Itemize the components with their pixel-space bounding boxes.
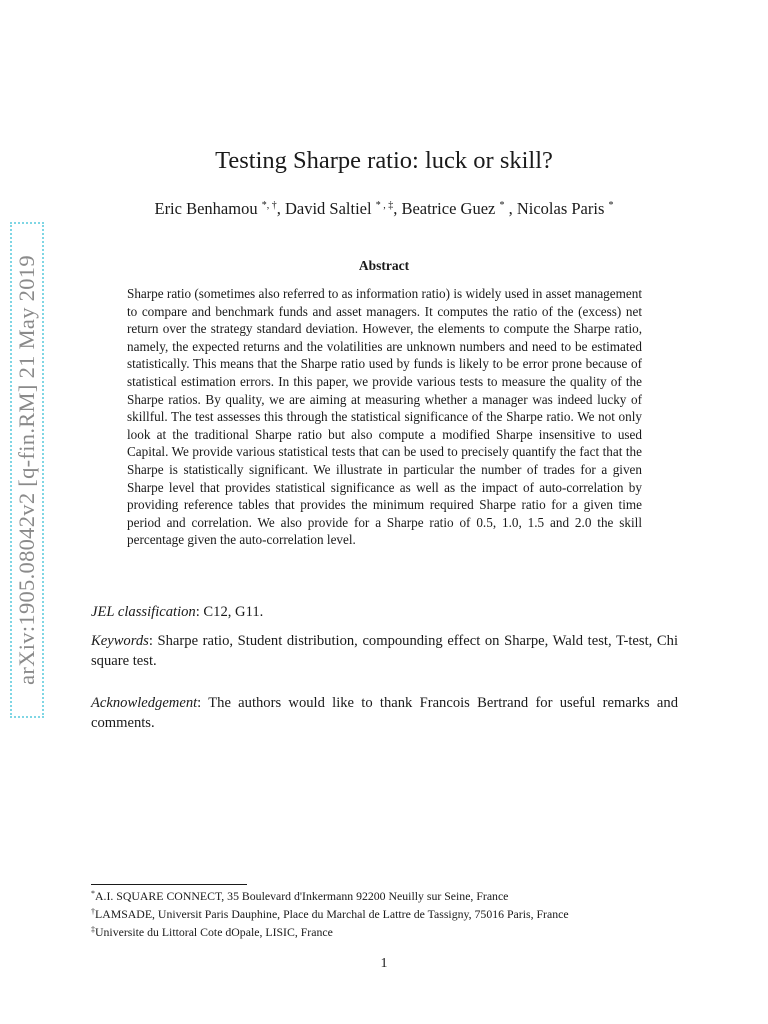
author-name: Eric Benhamou — [154, 199, 258, 218]
footnote-mark: † — [91, 907, 95, 916]
author-affiliation-mark: * , ‡ — [375, 200, 394, 211]
jel-classification — [91, 603, 678, 623]
arxiv-identifier: arXiv:1905.08042v2 [q-fin.RM] 21 May 2019 — [14, 255, 39, 685]
paper-title: Testing Sharpe ratio: luck or skill? — [215, 147, 553, 174]
keywords-label: Keywords — [91, 633, 149, 649]
footnote-text: LAMSADE, Universit Paris Dauphine, Place du Marchal de Lattre de Tassigny, 75016 Paris, France — [95, 907, 569, 921]
jel-label: JEL classification — [91, 604, 196, 620]
footnote — [91, 886, 691, 904]
footnote — [91, 922, 691, 940]
jel-value: : C12, G11. — [195, 604, 264, 620]
acknowledgement-value: : The authors would like to thank Francois Bertrand for useful remarks and comments. — [91, 695, 678, 731]
footnote-mark: * — [91, 889, 95, 898]
footnote — [91, 904, 691, 922]
arxiv-identifier-stamp — [10, 222, 44, 718]
author-name: Beatrice Guez — [401, 199, 496, 218]
footnote-mark: ‡ — [91, 925, 95, 934]
acknowledgement — [91, 694, 678, 733]
author-name: David Saltiel — [284, 199, 372, 218]
author-affiliation-mark: * — [608, 200, 614, 211]
acknowledgement-label: Acknowledgement — [91, 695, 198, 711]
abstract-heading: Abstract — [358, 258, 410, 273]
footnote-text: Universite du Littoral Cote dOpale, LISIC, France — [95, 925, 333, 939]
footnotes — [91, 886, 691, 940]
keywords-value: : Sharpe ratio, Student distribution, compounding effect on Sharpe, Wald test, T-test, Chi square test. — [91, 633, 678, 669]
author-affiliation-mark: * — [499, 200, 505, 211]
author-list: Eric Benhamou *, †, David Saltiel * , ‡, Beatrice Guez * , Nicolas Paris * — [154, 199, 614, 218]
page-number: 1 — [380, 956, 388, 971]
footnote-divider — [91, 884, 247, 885]
author-name: Nicolas Paris — [516, 199, 605, 218]
author-affiliation-mark: *, † — [261, 200, 277, 211]
keywords — [91, 632, 678, 671]
abstract-text: Sharpe ratio (sometimes also referred to as information ratio) is widely used in asset management to compare and benchmark funds and asset managers. It computes the ratio of the (excess) net return over the strategy standard deviation. However, the elements to compute the Sharpe ratio, namely, the expected returns and the volatilities are unknown numbers and need to be estimated statistically. This means that the Sharpe ratio used by funds is likely to be error prone because of statistical estimation errors. In this paper, we provide various tests to measure the quality of the Sharpe ratios. By quality, we are aiming at measuring whether a manager was indeed lucky of skillful. The test assesses this through the statistical significance of the Sharpe ratio. We not only look at the traditional Sharpe ratio but also compute a modified Sharpe insensitive to used Capital. We provide various statistical tests that can be used to precisely quantify the fact that the Sharpe is statistically significant. We illustrate in particular the number of trades for a given Sharpe level that provides statistical significance as well as the impact of auto-correlation by providing reference tables that provides the minimum required Sharpe ratio for a given time period and correlation. We also provide for a Sharpe ratio of 0.5, 1.0, 1.5 and 2.0 the skill percentage given the auto-correlation level. — [127, 286, 642, 548]
footnote-text: A.I. SQUARE CONNECT, 35 Boulevard d'Inkermann 92200 Neuilly sur Seine, France — [95, 889, 509, 903]
